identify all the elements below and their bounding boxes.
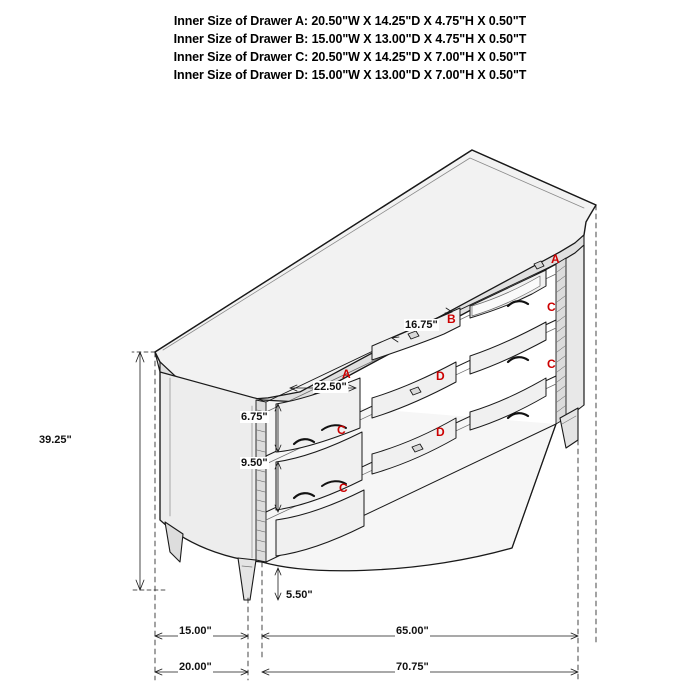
drawer-letter-c-left-upper: C [337, 423, 346, 437]
dim-drawer-height-upper: 6.75" [241, 411, 268, 423]
drawer-letter-d-center-upper: D [436, 369, 445, 383]
dim-drawer-inner-width-b: 16.75" [405, 319, 438, 331]
dim-front-width-bottom: 70.75" [396, 661, 429, 673]
drawer-letter-d-center-lower: D [436, 425, 445, 439]
dim-drawer-height-lower: 9.50" [241, 457, 268, 469]
spec-line-drawer-b: Inner Size of Drawer B: 15.00"W X 13.00"D X 4.75"H X 0.50"T [173, 32, 527, 46]
dim-overall-height: 39.25" [39, 434, 72, 446]
drawer-letter-c-left-lower: C [339, 481, 348, 495]
dim-front-width-top: 65.00" [396, 625, 429, 637]
drawer-letter-a-right: A [551, 252, 560, 266]
spec-line-drawer-a: Inner Size of Drawer A: 20.50"W X 14.25"D X 4.75"H X 0.50"T [173, 14, 527, 28]
spec-line-drawer-d: Inner Size of Drawer D: 15.00"W X 13.00"D X 7.00"H X 0.50"T [173, 68, 527, 82]
drawer-letter-a-left: A [342, 367, 351, 381]
dim-side-depth-top: 15.00" [179, 625, 212, 637]
dim-drawer-inner-width-a: 22.50" [314, 381, 347, 393]
dim-leg-height: 5.50" [286, 589, 313, 601]
drawer-letter-c-right-lower: C [547, 357, 556, 371]
drawer-letter-c-right-upper: C [547, 300, 556, 314]
dim-side-depth-bottom: 20.00" [179, 661, 212, 673]
drawer-letter-b-center: B [447, 312, 456, 326]
spec-line-drawer-c: Inner Size of Drawer C: 20.50"W X 14.25"D X 7.00"H X 0.50"T [173, 50, 527, 64]
